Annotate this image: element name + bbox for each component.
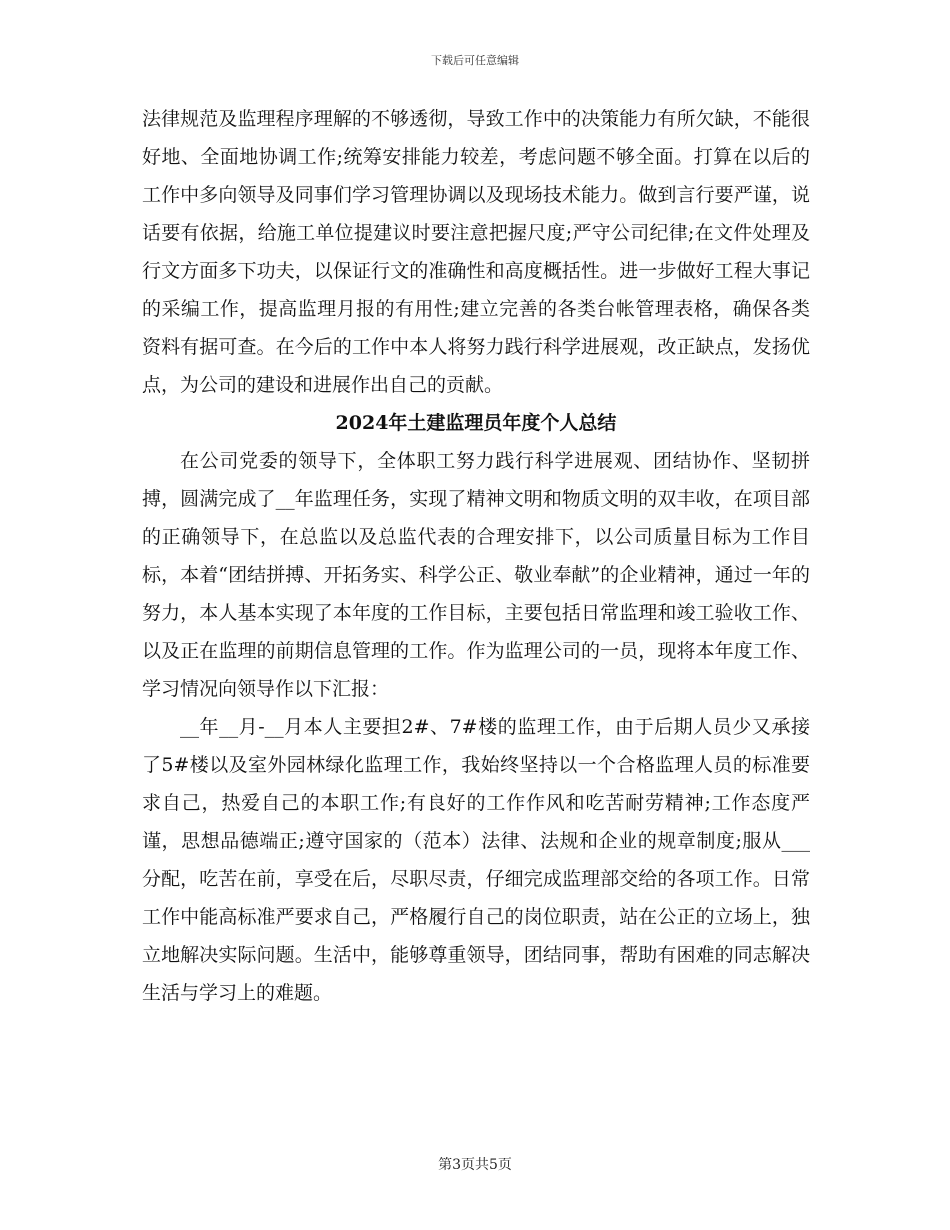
paragraph-1: 在公司党委的领导下，全体职工努力践行科学进展观、团结协作、坚韧拼搏，圆满完成了__年监理任务，实现了精神文明和物质文明的双丰收，在项目部的正确领导下，在总监以及总监代表的合理安排下，以公司质量目标为工作目标，本着“团结拼搏、开拓务实、科学公正、敬业奉献”的企业精神，通过一年的努力，本人基本实现了本年度的工作目标，主要包括日常监理和竣工验收工作、以及正在监理的前期信息管理的工作。作为监理公司的一员，现将本年度工作、学习情况向领导作以下汇报： — [142, 450, 810, 700]
continuation-paragraph: 法律规范及监理程序理解的不够透彻，导致工作中的决策能力有所欠缺，不能很好地、全面地协调工作;统筹安排能力较差，考虑问题不够全面。打算在以后的工作中多向领导及同事们学习管理协调以及现场技术能力。做到言行要严谨，说话要有依据，给施工单位提建议时要注意把握尺度;严守公司纪律;在文件处理及行文方面多下功夫，以保证行文的准确性和高度概括性。进一步做好工程大事记的采编工作，提高监理月报的有用性;建立完善的各类台帐管理表格，确保各类资料有据可查。在今后的工作中本人将努力践行科学进展观，改正缺点，发扬优点，为公司的建设和进展作出自己的贡献。 — [142, 108, 810, 396]
page-number-footer: 第3页共5页 — [438, 1157, 512, 1173]
section-title: 2024年土建监理员年度个人总结 — [335, 412, 617, 434]
document-body — [142, 100, 810, 1012]
paragraph-2: __年__月-__月本人主要担2#、7#楼的监理工作，由于后期人员少又承接了5#楼以及室外园林绿化监理工作，我始终坚持以一个合格监理人员的标准要求自己，热爱自己的本职工作;有良好的工作作风和吃苦耐劳精神;工作态度严谨，思想品德端正;遵守国家的（范本）法律、法规和企业的规章制度;服从___分配，吃苦在前，享受在后，尽职尽责，仔细完成监理部交给的各项工作。日常工作中能高标准严要求自己，严格履行自己的岗位职责，站在公正的立场上，独立地解决实际问题。生活中，能够尊重领导，团结同事，帮助有困难的同志解决生活与学习上的难题。 — [142, 716, 810, 1004]
page-header-note: 下载后可任意编辑 — [431, 54, 519, 67]
